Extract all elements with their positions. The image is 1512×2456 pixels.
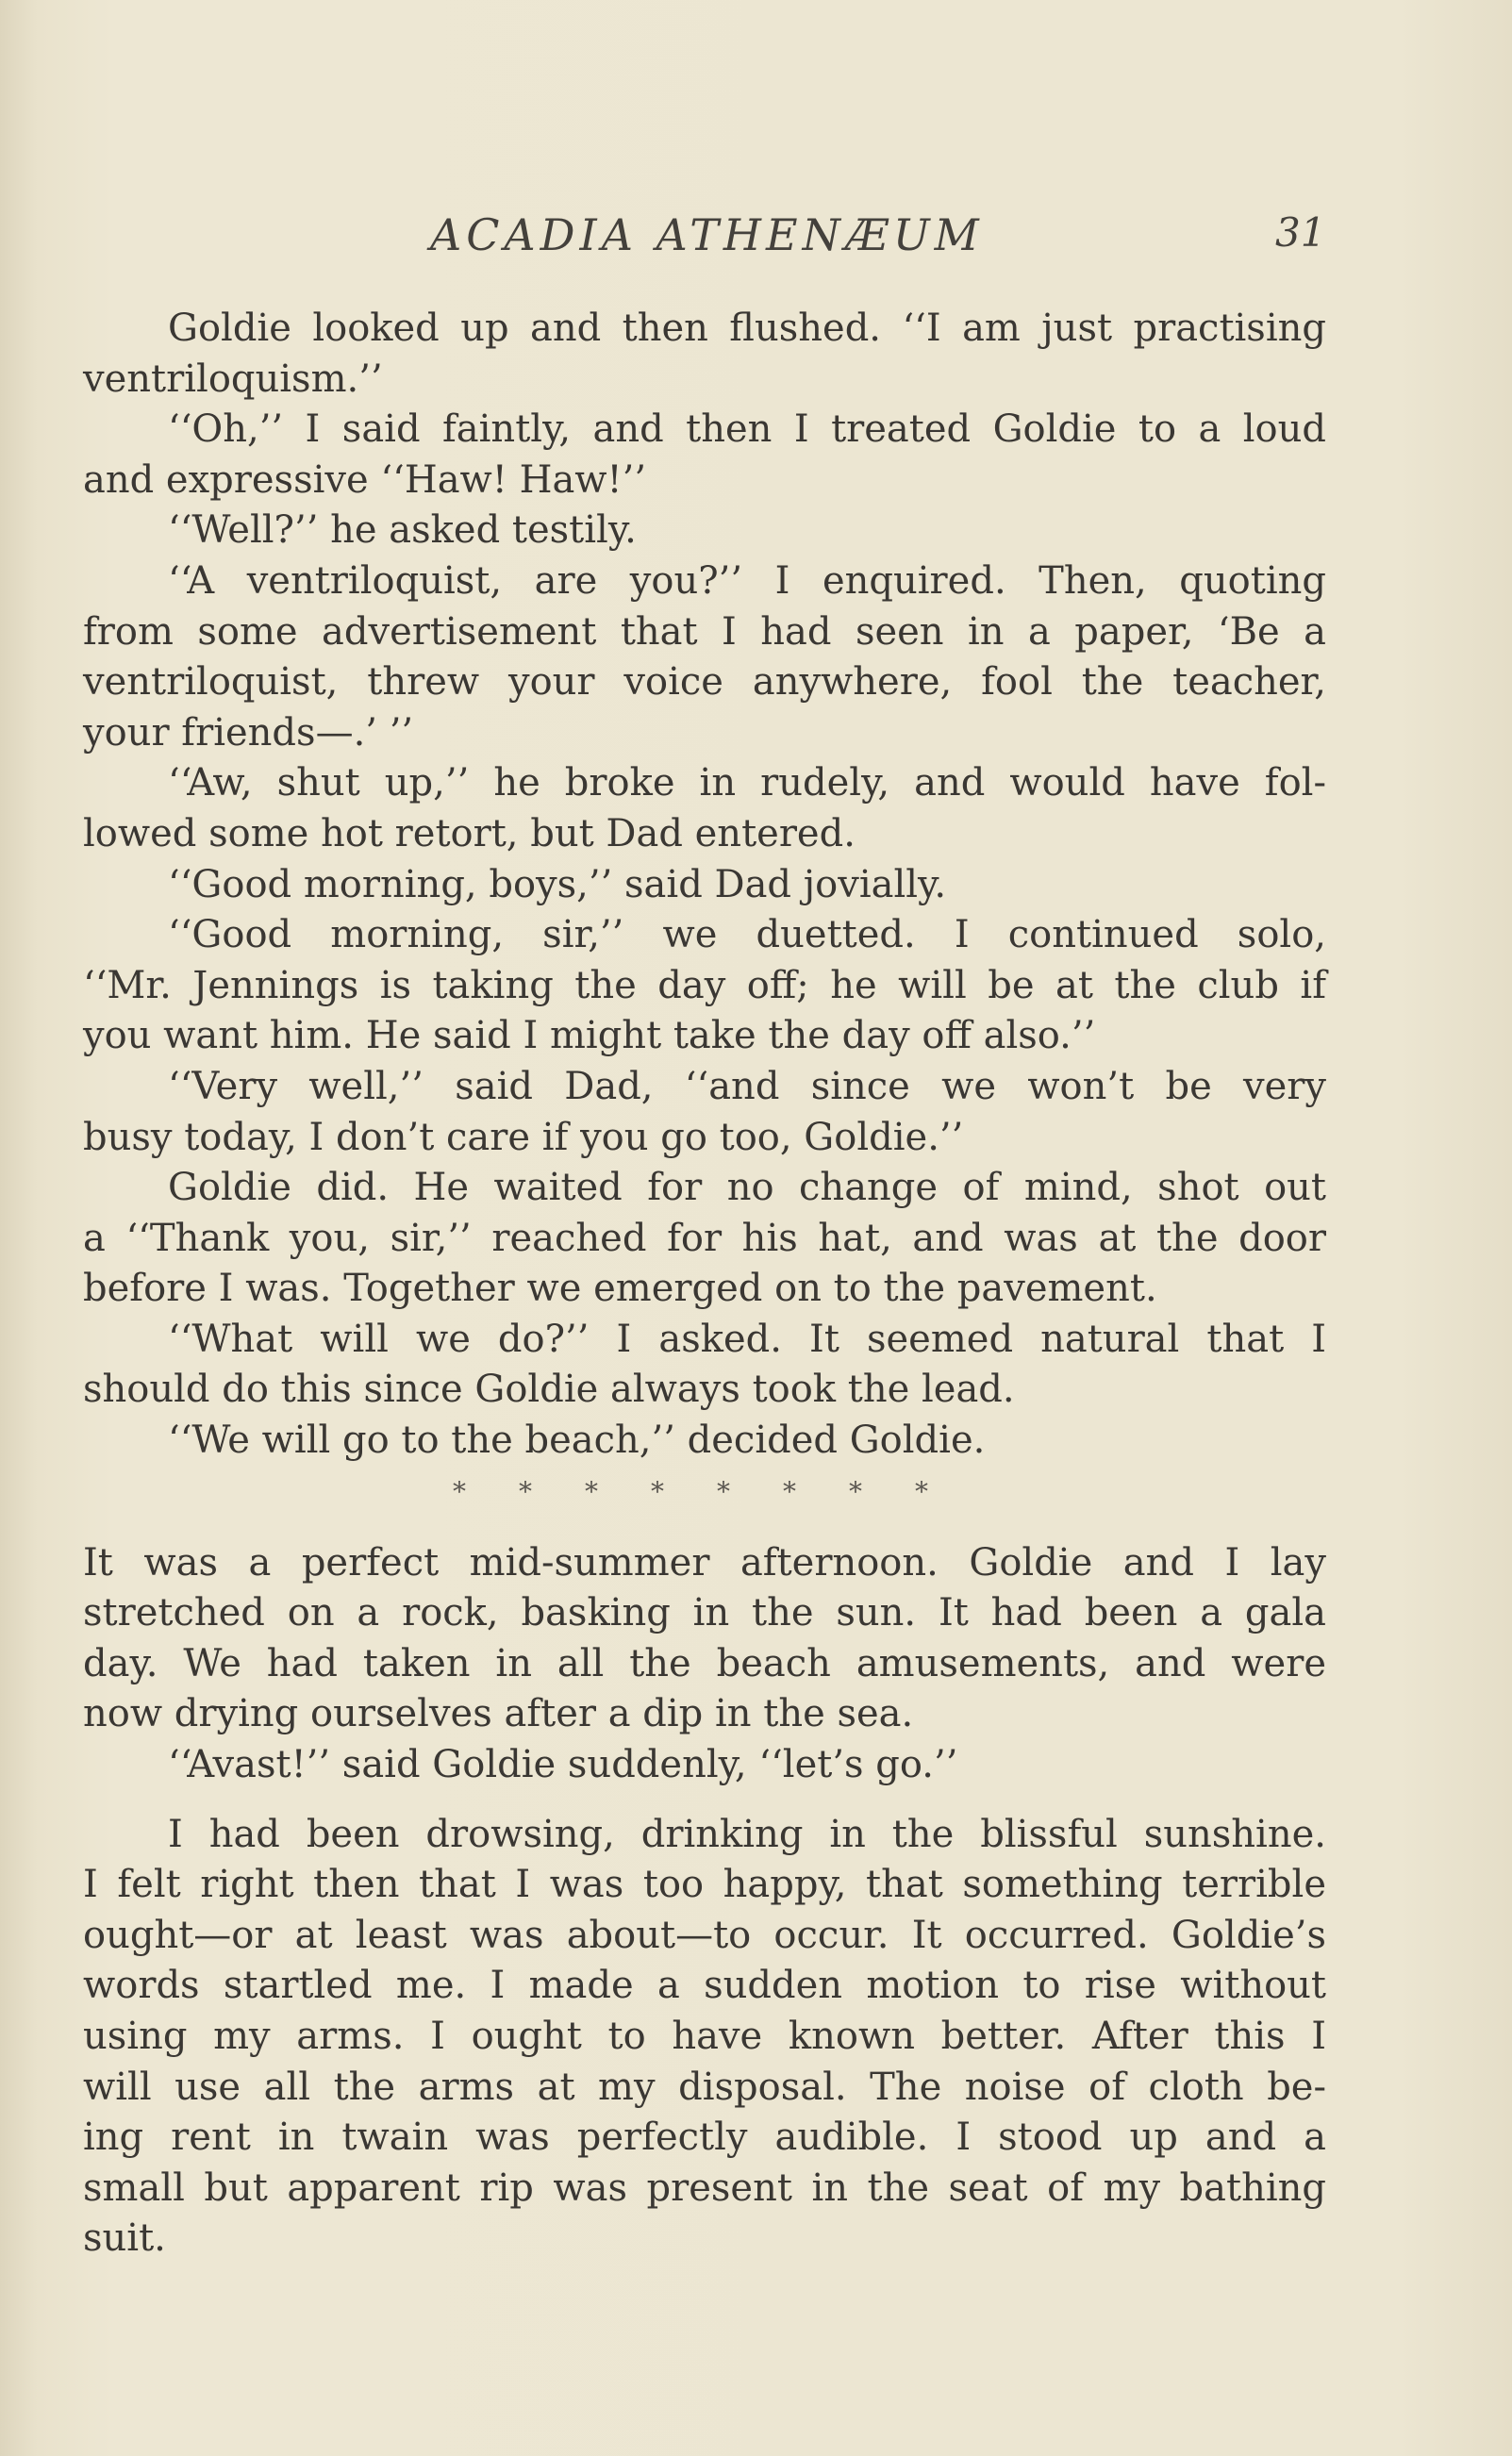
paragraph-gap [83, 1791, 1326, 1810]
section-break [83, 1467, 1326, 1518]
article-body [83, 304, 1326, 2265]
text-line: Goldie looked up and then flushed. ‘‘I am just practising [168, 307, 1326, 350]
paragraph-p12 [83, 1538, 1326, 1740]
text-line: ‘‘Avast!’’ said Goldie suddenly, ‘‘let’s go.’’ [168, 1743, 958, 1787]
text-line: words startled me. I made a sudden motion to rise without [83, 1964, 1326, 2008]
text-line: will use all the arms at my disposal. The noise of cloth be- [83, 2065, 1326, 2109]
text-line: lowed some hot retort, but Dad entered. [83, 811, 856, 855]
text-line: ‘‘Oh,’’ I said faintly, and then I treated Goldie to a loud [168, 407, 1326, 452]
paragraph-p10 [83, 1315, 1326, 1416]
text-line: now drying ourselves after a dip in the sea. [83, 1692, 914, 1736]
text-line: I had been drowsing, drinking in the blissful sunshine. [168, 1812, 1326, 1856]
paragraph-p3 [83, 506, 1326, 556]
text-line: ‘‘Aw, shut up,’’ he broke in rudely, and would have fol- [168, 761, 1326, 805]
text-line: Goldie did. He waited for no change of mind, shot out [168, 1166, 1326, 1210]
text-line: ‘‘Well?’’ he asked testily. [168, 508, 637, 553]
text-line: ‘‘Good morning, boys,’’ said Dad jovially. [168, 862, 947, 906]
text-line: day. We had taken in all the beach amusements, and were [83, 1641, 1326, 1685]
text-line: you want him. He said I might take the day off also.’’ [83, 1014, 1096, 1058]
text-line: ought—or at least was about—to occur. It occurred. Goldie’s [83, 1913, 1326, 1957]
text-line: busy today, I don’t care if you go too, Goldie.’’ [83, 1115, 964, 1159]
text-line: should do this since Goldie always took the lead. [83, 1368, 1015, 1412]
asterisk-ornament: * [519, 1475, 532, 1507]
page-number: 31 [1275, 209, 1326, 256]
asterisk-ornament: * [585, 1475, 598, 1507]
asterisk-ornament: * [717, 1475, 730, 1507]
asterisk-ornament: * [783, 1475, 796, 1507]
text-line: ‘‘A ventriloquist, are you?’’ I enquired. Then, quoting [168, 558, 1326, 603]
text-line: using my arms. I ought to have known better. After this I [83, 2015, 1326, 2058]
text-line: I felt right then that I was too happy, that something terrible [83, 1863, 1326, 1907]
text-line: and expressive ‘‘Haw! Haw!’’ [83, 457, 647, 502]
text-line: ‘‘Very well,’’ said Dad, ‘‘and since we won’t be very [168, 1064, 1326, 1108]
paragraph-p7 [83, 910, 1326, 1062]
asterisk-ornament: * [453, 1475, 466, 1507]
text-line: small but apparent rip was present in the seat of my bathing [83, 2166, 1326, 2210]
asterisk-ornament: * [651, 1475, 664, 1507]
section-gap [83, 1518, 1326, 1538]
paragraph-p11 [83, 1416, 1326, 1467]
paragraph-p5 [83, 758, 1326, 859]
text-line: a ‘‘Thank you, sir,’’ reached for his hat, and was at the door [83, 1216, 1326, 1260]
text-line: ventriloquism.’’ [83, 357, 383, 401]
asterisk-ornament: * [849, 1475, 862, 1507]
text-line: It was a perfect mid-summer afternoon. Goldie and I lay [83, 1540, 1326, 1585]
paragraph-p4 [83, 556, 1326, 758]
text-line: from some advertisement that I had seen in a paper, ‘Be a [83, 609, 1326, 654]
asterisk-ornament: * [915, 1475, 928, 1507]
paragraph-p6 [83, 860, 1326, 911]
paragraph-p13 [83, 1740, 1326, 1791]
text-line: suit. [83, 2216, 166, 2261]
running-head [0, 209, 1512, 266]
paragraph-p1 [83, 304, 1326, 405]
text-line: ‘‘Mr. Jennings is taking the day off; he will be at the club if [83, 963, 1326, 1007]
text-line: ‘‘What will we do?’’ I asked. It seemed natural that I [168, 1317, 1326, 1361]
paragraph-p14 [83, 1791, 1326, 2265]
text-line: stretched on a rock, basking in the sun. It had been a gala [83, 1591, 1326, 1635]
paragraph-p8 [83, 1062, 1326, 1163]
text-line: your friends—.’ ’’ [83, 710, 414, 755]
text-line: ‘‘We will go to the beach,’’ decided Goldie. [168, 1419, 986, 1463]
text-line: before I was. Together we emerged on to the pavement. [83, 1267, 1157, 1311]
text-line: ing rent in twain was perfectly audible. I stood up and a [83, 2116, 1326, 2160]
journal-title: ACADIA ATHENÆUM [430, 209, 984, 260]
text-line: ‘‘Good morning, sir,’’ we duetted. I continued solo, [168, 913, 1326, 957]
paragraph-p9 [83, 1163, 1326, 1315]
paragraph-p2 [83, 405, 1326, 506]
text-line: ventriloquist, threw your voice anywhere, fool the teacher, [83, 660, 1326, 705]
